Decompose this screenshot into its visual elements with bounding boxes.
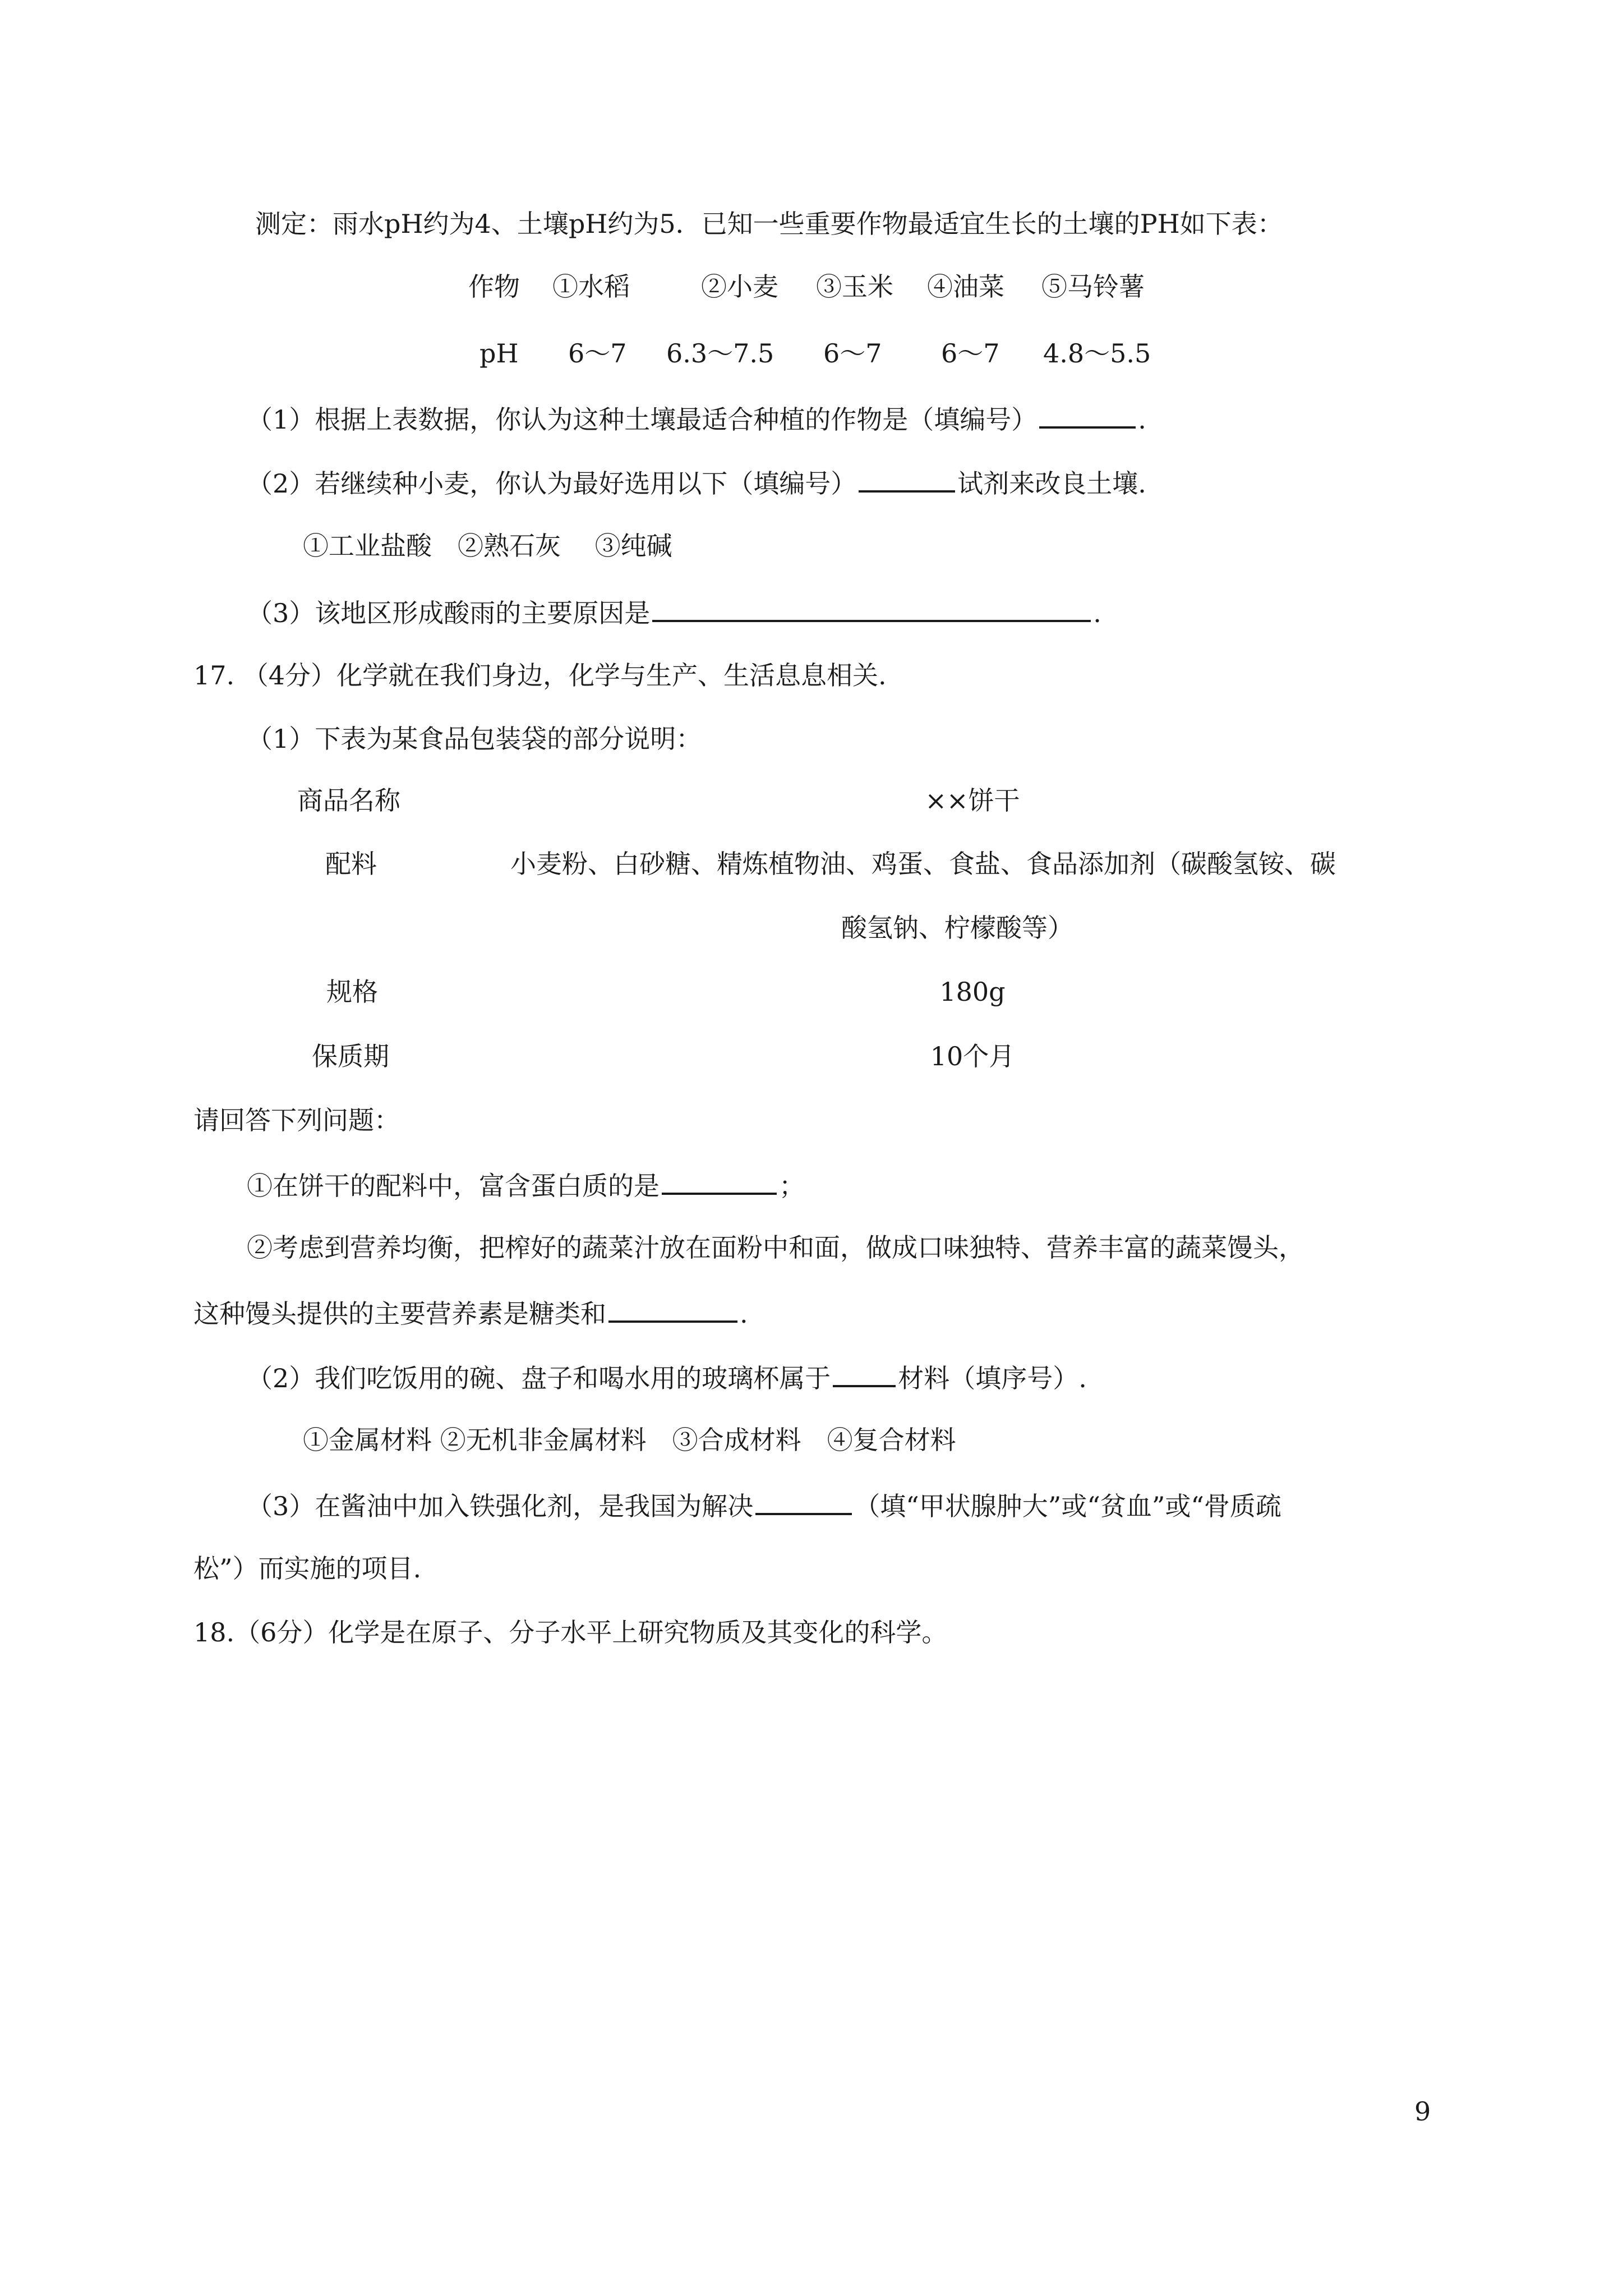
q17-q2-text: 这种馒头提供的主要营养素是糖类和 [193,1299,606,1329]
ph-value: 6～7 [823,338,882,369]
ph-value: 6～7 [568,338,627,369]
q17-q2-end: . [740,1299,748,1329]
q18-heading: 18.（6分）化学是在原子、分子水平上研究物质及其变化的科学。 [193,1617,948,1648]
answer-blank[interactable] [755,1489,852,1515]
q17-part3 [247,1489,1281,1522]
q17-part2 [247,1361,1087,1394]
q17-part3-line2: 松”）而实施的项目. [193,1553,422,1584]
page-number: 9 [1414,2096,1431,2127]
food-name-value: ××饼干 [925,785,1020,816]
spec-label: 规格 [326,977,378,1007]
q16-part2-end: 试剂来改良土壤. [957,468,1146,499]
ingredients-line1: 小麦粉、白砂糖、精炼植物油、鸡蛋、食盐、食品添加剂（碳酸氢铵、碳 [510,849,1336,879]
shelf-life-label: 保质期 [312,1041,389,1071]
intro-text: 测定：雨水pH约为4、土壤pH约为5．已知一些重要作物最适宜生长的土壤的PH如下表： [255,209,1283,239]
crop-row-label: 作物 [468,272,520,302]
q16-part2 [247,467,1146,499]
q17-part2-text: （2）我们吃饭用的碗、盘子和喝水用的玻璃杯属于 [247,1363,831,1393]
ingredients-line2: 酸氢钠、柠檬酸等） [841,913,1073,943]
ph-value: 6.3～7.5 [666,338,774,369]
q17-part3-text: （3）在酱油中加入铁强化剂，是我国为解决 [247,1491,754,1521]
answer-blank[interactable] [662,1169,777,1195]
q16-part1-text: （1）根据上表数据，你认为这种土壤最适合种植的作物是（填编号） [247,404,1038,435]
answer-blank[interactable] [833,1361,896,1387]
q16-part3 [247,596,1101,629]
food-name-label: 商品名称 [297,785,400,816]
crop-item: ③玉米 [816,272,893,302]
q16-part3-text: （3）该地区形成酸雨的主要原因是 [247,598,651,628]
q17-part2-end: 材料（填序号）. [898,1363,1087,1393]
q17-part1: （1）下表为某食品包装袋的部分说明： [247,724,702,754]
ph-value: 4.8～5.5 [1043,338,1151,369]
crop-item: ②小麦 [701,272,778,302]
q17-heading: 17. （4分）化学就在我们身边，化学与生产、生活息息相关. [193,660,887,691]
q17-part2-options: ①金属材料 ②无机非金属材料 ③合成材料 ④复合材料 [303,1425,956,1455]
crop-item: ④油菜 [927,272,1004,302]
q16-part2-text: （2）若继续种小麦，你认为最好选用以下（填编号） [247,468,857,499]
q17-q1-end: ； [779,1171,805,1201]
q16-part2-options: ①工业盐酸 ②熟石灰 ③纯碱 [303,531,672,561]
ingredients-label: 配料 [325,849,377,879]
spec-value: 180g [939,977,1006,1007]
q16-part1-end: . [1138,404,1146,435]
crop-item: ①水稻 [552,272,630,302]
q17-q2-line2 [193,1297,748,1329]
q17-q1-text: ①在饼干的配料中，富含蛋白质的是 [247,1171,660,1201]
crop-item: ⑤马铃薯 [1041,272,1145,302]
ph-value: 6～7 [941,338,1000,369]
answer-blank[interactable] [859,467,955,493]
q16-part1 [247,403,1146,435]
answer-prompt: 请回答下列问题： [193,1105,400,1135]
q17-q1 [247,1169,805,1202]
shelf-life-value: 10个月 [930,1041,1015,1071]
q17-q2-line1: ②考虑到营养均衡，把榨好的蔬菜汁放在面粉中和面，做成口味独特、营养丰富的蔬菜馒头， [247,1232,1304,1263]
answer-blank[interactable] [1039,403,1136,429]
answer-blank[interactable] [608,1297,737,1323]
q17-part3-text-after: （填“甲状腺肿大”或“贫血”或“骨质疏 [854,1491,1281,1521]
q16-part3-end: . [1093,598,1101,628]
ph-row-label: pH [479,338,519,369]
answer-blank[interactable] [652,596,1091,622]
